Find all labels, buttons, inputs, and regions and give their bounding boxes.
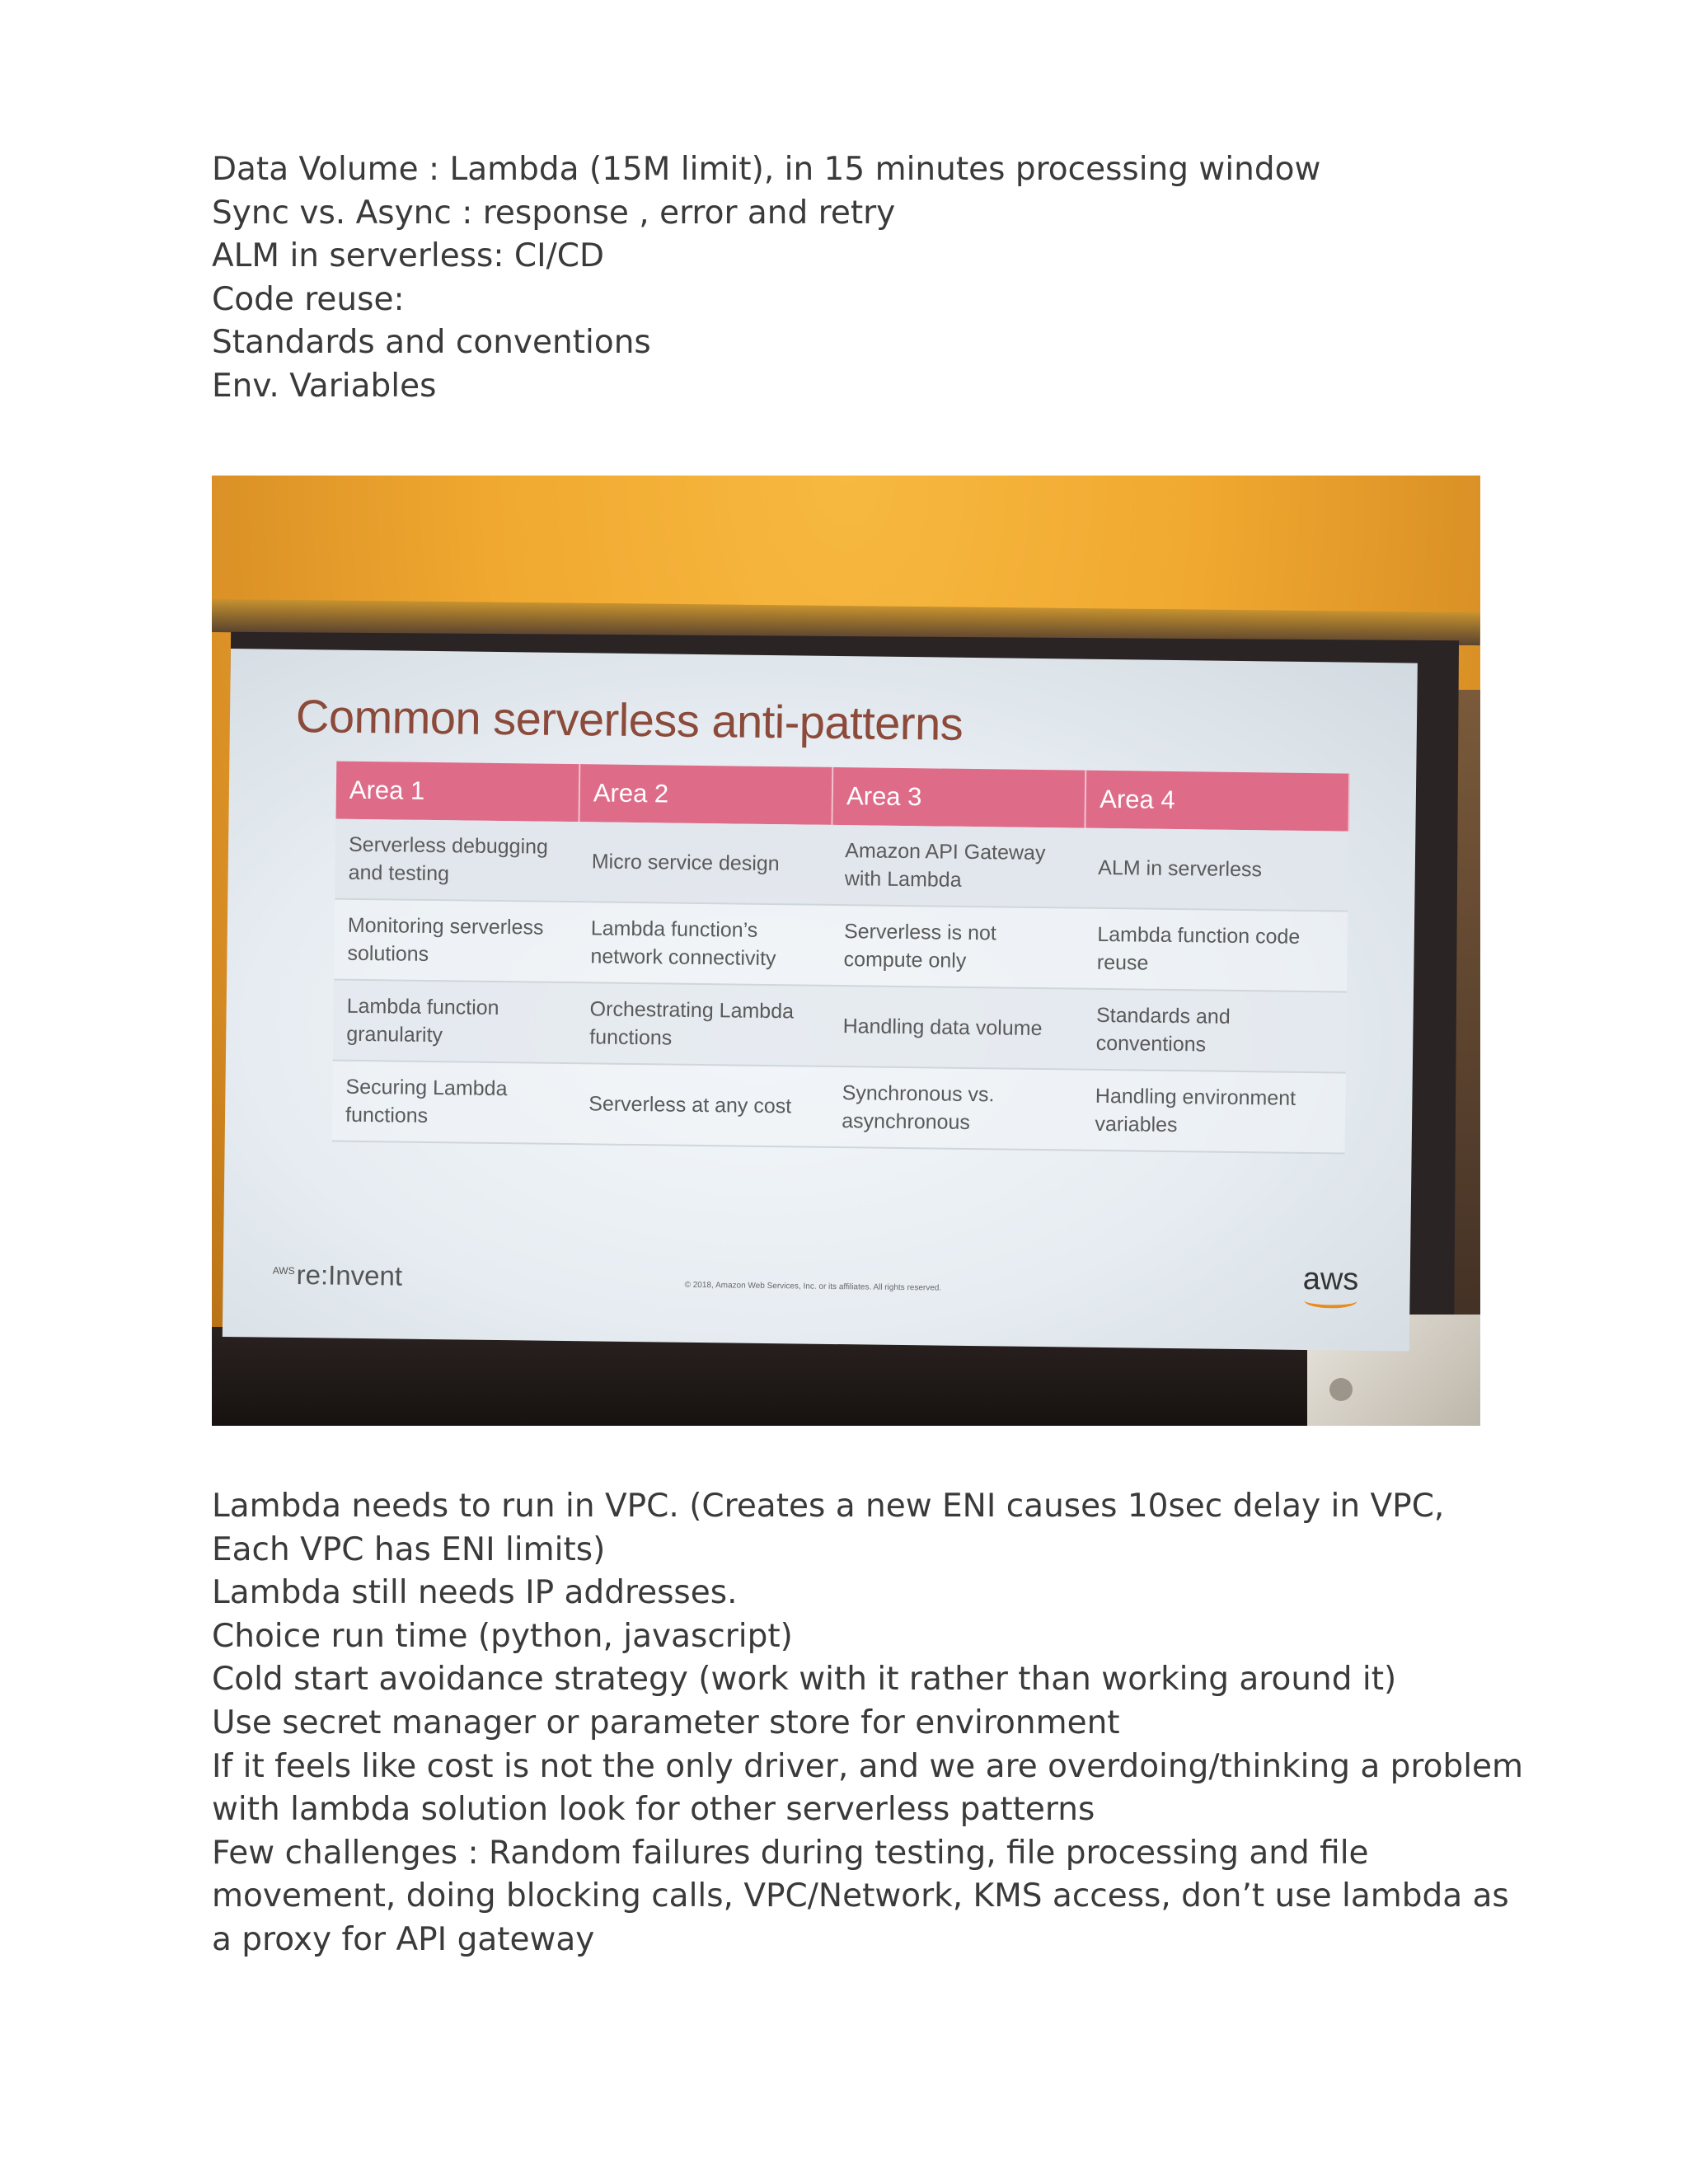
logo-prefix: AWS — [272, 1264, 295, 1277]
table-row — [335, 819, 1348, 912]
table-cell: Handling data volume — [829, 986, 1083, 1070]
table-cell: Lambda function granularity — [333, 980, 577, 1064]
table-cell: Serverless debugging and testing — [335, 819, 579, 902]
note-line: Standards and conventions — [212, 324, 651, 362]
table-cell: Synchronous vs. asynchronous — [828, 1066, 1082, 1151]
note-line: Lambda still needs IP addresses. — [212, 1574, 738, 1612]
reinvent-logo — [272, 1259, 402, 1292]
table-header: Area 2 — [579, 764, 832, 825]
note-line: Lambda needs to run in VPC. (Creates a new ENI causes 10sec delay in VPC, — [212, 1488, 1445, 1525]
table-row — [333, 980, 1347, 1073]
note-line: Use secret manager or parameter store for environment — [212, 1704, 1120, 1741]
note-line: Choice run time (python, javascript) — [212, 1617, 793, 1655]
slide-copyright: © 2018, Amazon Web Services, Inc. or its affiliates. All rights reserved. — [684, 1280, 942, 1293]
note-line: movement, doing blocking calls, VPC/Network, KMS access, don’t use lambda as — [212, 1877, 1509, 1915]
note-line: Env. Variables — [212, 367, 437, 405]
table-header: Area 3 — [832, 767, 1086, 828]
note-line: Data Volume : Lambda (15M limit), in 15 minutes processing window — [212, 151, 1321, 188]
note-line: Cold start avoidance strategy (work with it rather than working around it) — [212, 1661, 1397, 1699]
logo-text: re:Invent — [296, 1259, 403, 1291]
table-header: Area 1 — [335, 762, 579, 823]
table-cell: Orchestrating Lambda functions — [576, 982, 830, 1066]
table-cell: Monitoring serverless solutions — [334, 899, 578, 983]
table-cell: Amazon API Gateway with Lambda — [831, 825, 1085, 908]
bottom-notes — [212, 1485, 1524, 1962]
table-row — [332, 1061, 1346, 1154]
note-line: Each VPC has ENI limits) — [212, 1530, 606, 1568]
note-line: a proxy for API gateway — [212, 1920, 595, 1958]
anti-patterns-table — [332, 762, 1351, 1155]
note-line: ALM in serverless: CI/CD — [212, 237, 604, 275]
note-line: Code reuse: — [212, 280, 405, 318]
table-cell: Lambda function code reuse — [1083, 908, 1348, 992]
note-line: If it feels like cost is not the only driver, and we are overdoing/thinking a problem — [212, 1747, 1524, 1785]
table-cell: Micro service design — [578, 822, 832, 905]
slide-photo — [212, 476, 1480, 1426]
aws-smile-icon — [1304, 1293, 1357, 1309]
panel-knob — [1329, 1378, 1353, 1401]
note-line: Few challenges : Random failures during testing, file processing and file — [212, 1834, 1369, 1872]
table-cell: Lambda function’s network connectivity — [577, 902, 831, 986]
table-cell: Serverless is not compute only — [830, 905, 1084, 989]
note-line: with lambda solution look for other serverless patterns — [212, 1791, 1095, 1829]
aws-logo — [1302, 1262, 1358, 1298]
table-cell: ALM in serverless — [1085, 828, 1349, 912]
table-cell: Standards and conventions — [1082, 989, 1347, 1073]
table-row — [334, 899, 1348, 992]
top-notes — [212, 148, 1498, 409]
note-line: Sync vs. Async : response , error and retry — [212, 194, 896, 232]
table-cell: Serverless at any cost — [575, 1063, 829, 1147]
slide-title: Common serverless anti-patterns — [295, 689, 964, 750]
table-header: Area 4 — [1085, 771, 1349, 832]
table-cell: Securing Lambda functions — [332, 1061, 576, 1145]
table-cell: Handling environment variables — [1081, 1070, 1346, 1154]
projection-screen — [223, 649, 1418, 1352]
aws-logo-text: aws — [1302, 1261, 1359, 1297]
